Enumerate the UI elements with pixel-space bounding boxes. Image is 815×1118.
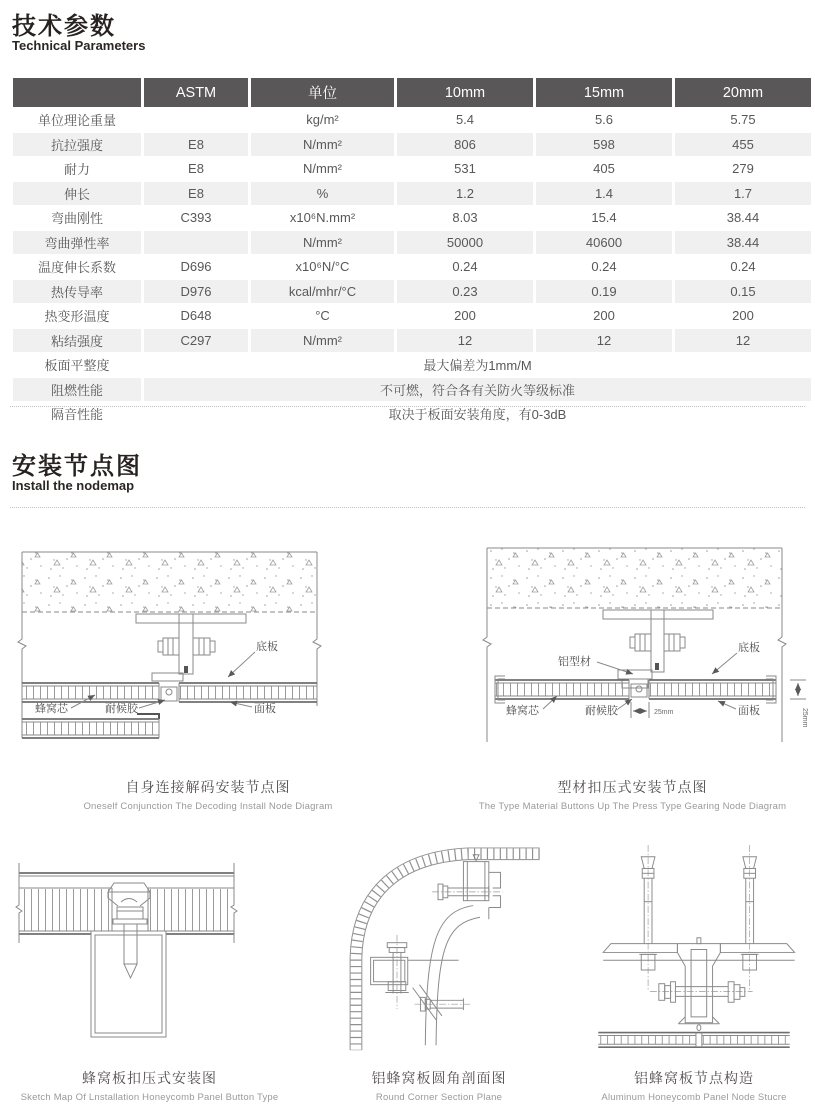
- table-cell: [144, 108, 248, 132]
- row-label-cell: 阻燃性能: [13, 378, 141, 402]
- row-label-cell: 单位理论重量: [37, 113, 116, 129]
- row-label-cell: 热变形温度: [44, 309, 110, 325]
- table-cell: D648: [180, 308, 212, 324]
- honeycomb-pressfit-diagram: [14, 845, 286, 1055]
- table-cell: x10⁶N.mm²: [289, 210, 356, 226]
- table-row: [13, 231, 811, 255]
- table-cell: 0.24: [452, 259, 478, 275]
- header-20mm: 20mm: [675, 78, 811, 107]
- table-cell: N/mm²: [251, 133, 394, 157]
- table-cell: 531: [454, 161, 476, 177]
- row-label-cell: 温度伸长系数: [37, 260, 116, 276]
- table-row: [13, 329, 811, 353]
- table-cell: 12: [397, 329, 533, 353]
- table-cell: D696: [180, 259, 212, 275]
- table-cell: °C: [315, 308, 330, 324]
- header-10mm: 10mm: [397, 78, 533, 107]
- table-cell: 405: [593, 161, 615, 177]
- label-face-panel: 面板: [738, 705, 760, 717]
- table-header-row: [13, 78, 811, 107]
- diagram4-caption-en: Round Corner Section Plane: [375, 1092, 503, 1103]
- row-label-cell: 弯曲弹性率: [13, 231, 141, 255]
- label-alu-profile: 铝型材: [558, 656, 591, 668]
- diagram1-caption-zh: 自身连接解码安装节点图: [125, 779, 291, 795]
- table-cell: 5.6: [594, 112, 614, 128]
- diagram-block-round-corner: [323, 845, 555, 1103]
- table-cell: x10⁶N/°C: [295, 259, 350, 275]
- table-row: [13, 206, 811, 230]
- row-label-cell: 伸长: [13, 182, 141, 206]
- table-cell: 50000: [397, 231, 533, 255]
- round-corner-diagram: [324, 845, 554, 1055]
- label-honeycomb-core: 蜂窝芯: [35, 703, 68, 715]
- row-label-cell: 弯曲刚性: [50, 211, 103, 227]
- table-cell: 455: [675, 133, 811, 157]
- table-cell: %: [251, 182, 394, 206]
- table-cell: kg/m²: [306, 112, 339, 128]
- table-cell: 1.7: [675, 182, 811, 206]
- table-cell: kcal/mhr/°C: [251, 280, 394, 304]
- table-cell: 0.24: [730, 259, 756, 275]
- header-15mm: 15mm: [536, 78, 672, 107]
- tech-params-title-zh: 技术参数: [12, 13, 116, 40]
- table-cell: E8: [188, 161, 204, 177]
- table-row: [13, 280, 811, 304]
- table-cell: 200: [593, 308, 615, 324]
- table-row: [13, 182, 811, 206]
- row-label-cell: 耐力: [63, 162, 90, 178]
- table-cell: 1.2: [397, 182, 533, 206]
- table-row: [13, 108, 811, 132]
- table-cell: 200: [454, 308, 476, 324]
- table-cell: E8: [144, 133, 248, 157]
- technical-parameters-table: [10, 77, 814, 427]
- diagram1-caption-en: Oneself Conjunction The Decoding Install Node Diagram: [83, 801, 333, 812]
- span-value-cell: 取决于板面安装角度，有0-3dB: [388, 407, 567, 423]
- diagram4-caption-zh: 铝蜂窝板圆角剖面图: [371, 1070, 507, 1086]
- install-title-zh: 安装节点图: [12, 453, 142, 480]
- header-astm: ASTM: [144, 78, 248, 107]
- diagram3-caption-en: Sketch Map Of Lnstallation Honeycomb Panel Button Type: [20, 1092, 279, 1103]
- table-cell: 1.4: [536, 182, 672, 206]
- table-cell: 279: [732, 161, 754, 177]
- diagram2-caption-en: The Type Material Buttons Up The Press Type Gearing Node Diagram: [478, 801, 787, 812]
- dim-panel-thickness: 25mm: [801, 708, 808, 728]
- table-cell: 598: [536, 133, 672, 157]
- table-cell: 0.15: [675, 280, 811, 304]
- label-weather-sealant: 耐候胶: [105, 703, 138, 715]
- diagram5-caption-zh: 铝蜂窝板节点构造: [634, 1070, 754, 1086]
- header-blank: [13, 78, 141, 107]
- diagram-block-oneself-conjunction: [8, 546, 408, 812]
- node-structure-diagram: [574, 845, 814, 1055]
- install-title-en: Install the nodemap: [12, 478, 135, 493]
- table-cell: 38.44: [675, 231, 811, 255]
- table-cell: C297: [144, 329, 248, 353]
- dim-joint-width: 25mm: [654, 709, 674, 716]
- table-cell: N/mm²: [303, 161, 342, 177]
- label-base-plate: 底板: [256, 641, 278, 653]
- span-value-cell: 不可燃，符合各有关防火等级标准: [144, 378, 811, 402]
- table-row: [13, 378, 811, 402]
- table-cell: 5.4: [455, 112, 475, 128]
- table-row: [13, 353, 811, 377]
- profile-pressfit-diagram: [451, 546, 814, 764]
- table-cell: C393: [180, 210, 212, 226]
- tech-params-title-en: Technical Parameters: [12, 38, 146, 53]
- label-face-panel: 面板: [254, 703, 276, 715]
- table-row: [13, 133, 811, 157]
- table-cell: 15.4: [591, 210, 617, 226]
- row-label-cell: 隔音性能: [50, 407, 103, 423]
- table-cell: D976: [144, 280, 248, 304]
- row-label-cell: 板面平整度: [44, 358, 110, 374]
- table-cell: 0.24: [591, 259, 617, 275]
- divider-dotted: [10, 406, 805, 407]
- diagram2-caption-zh: 型材扣压式安装节点图: [557, 779, 708, 795]
- diagram5-caption-en: Aluminum Honeycomb Panel Node Stucre: [601, 1092, 787, 1103]
- table-cell: N/mm²: [251, 329, 394, 353]
- table-cell: 200: [732, 308, 754, 324]
- span-value-cell: 最大偏差为1mm/M: [423, 358, 532, 374]
- divider-dotted: [10, 507, 805, 508]
- diagram-block-profile-pressfit: [450, 546, 815, 812]
- table-row: [13, 255, 811, 279]
- row-label-cell: 热传导率: [13, 280, 141, 304]
- table-cell: N/mm²: [251, 231, 394, 255]
- table-cell: 0.19: [536, 280, 672, 304]
- header-unit: 单位: [251, 78, 394, 107]
- table-cell: 8.03: [452, 210, 478, 226]
- table-cell: 0.23: [397, 280, 533, 304]
- oneself-conjunction-diagram: [9, 546, 407, 764]
- table-cell: 40600: [536, 231, 672, 255]
- table-row: [13, 157, 811, 181]
- row-label-cell: 粘结强度: [13, 329, 141, 353]
- table-cell: 12: [536, 329, 672, 353]
- label-honeycomb-core: 蜂窝芯: [506, 705, 539, 717]
- table-row: [13, 304, 811, 328]
- table-cell: 12: [675, 329, 811, 353]
- diagram-block-honeycomb-pressfit: [12, 845, 287, 1103]
- table-cell: 38.44: [726, 210, 760, 226]
- table-cell: E8: [144, 182, 248, 206]
- table-cell: 806: [397, 133, 533, 157]
- diagram3-caption-zh: 蜂窝板扣压式安装图: [82, 1070, 217, 1086]
- row-label-cell: 抗拉强度: [13, 133, 141, 157]
- table-cell: [144, 231, 248, 255]
- table-cell: 5.75: [730, 112, 756, 128]
- label-base-plate: 底板: [738, 642, 760, 654]
- label-weather-sealant: 耐候胶: [585, 705, 618, 717]
- diagram-block-node-structure: [573, 845, 815, 1103]
